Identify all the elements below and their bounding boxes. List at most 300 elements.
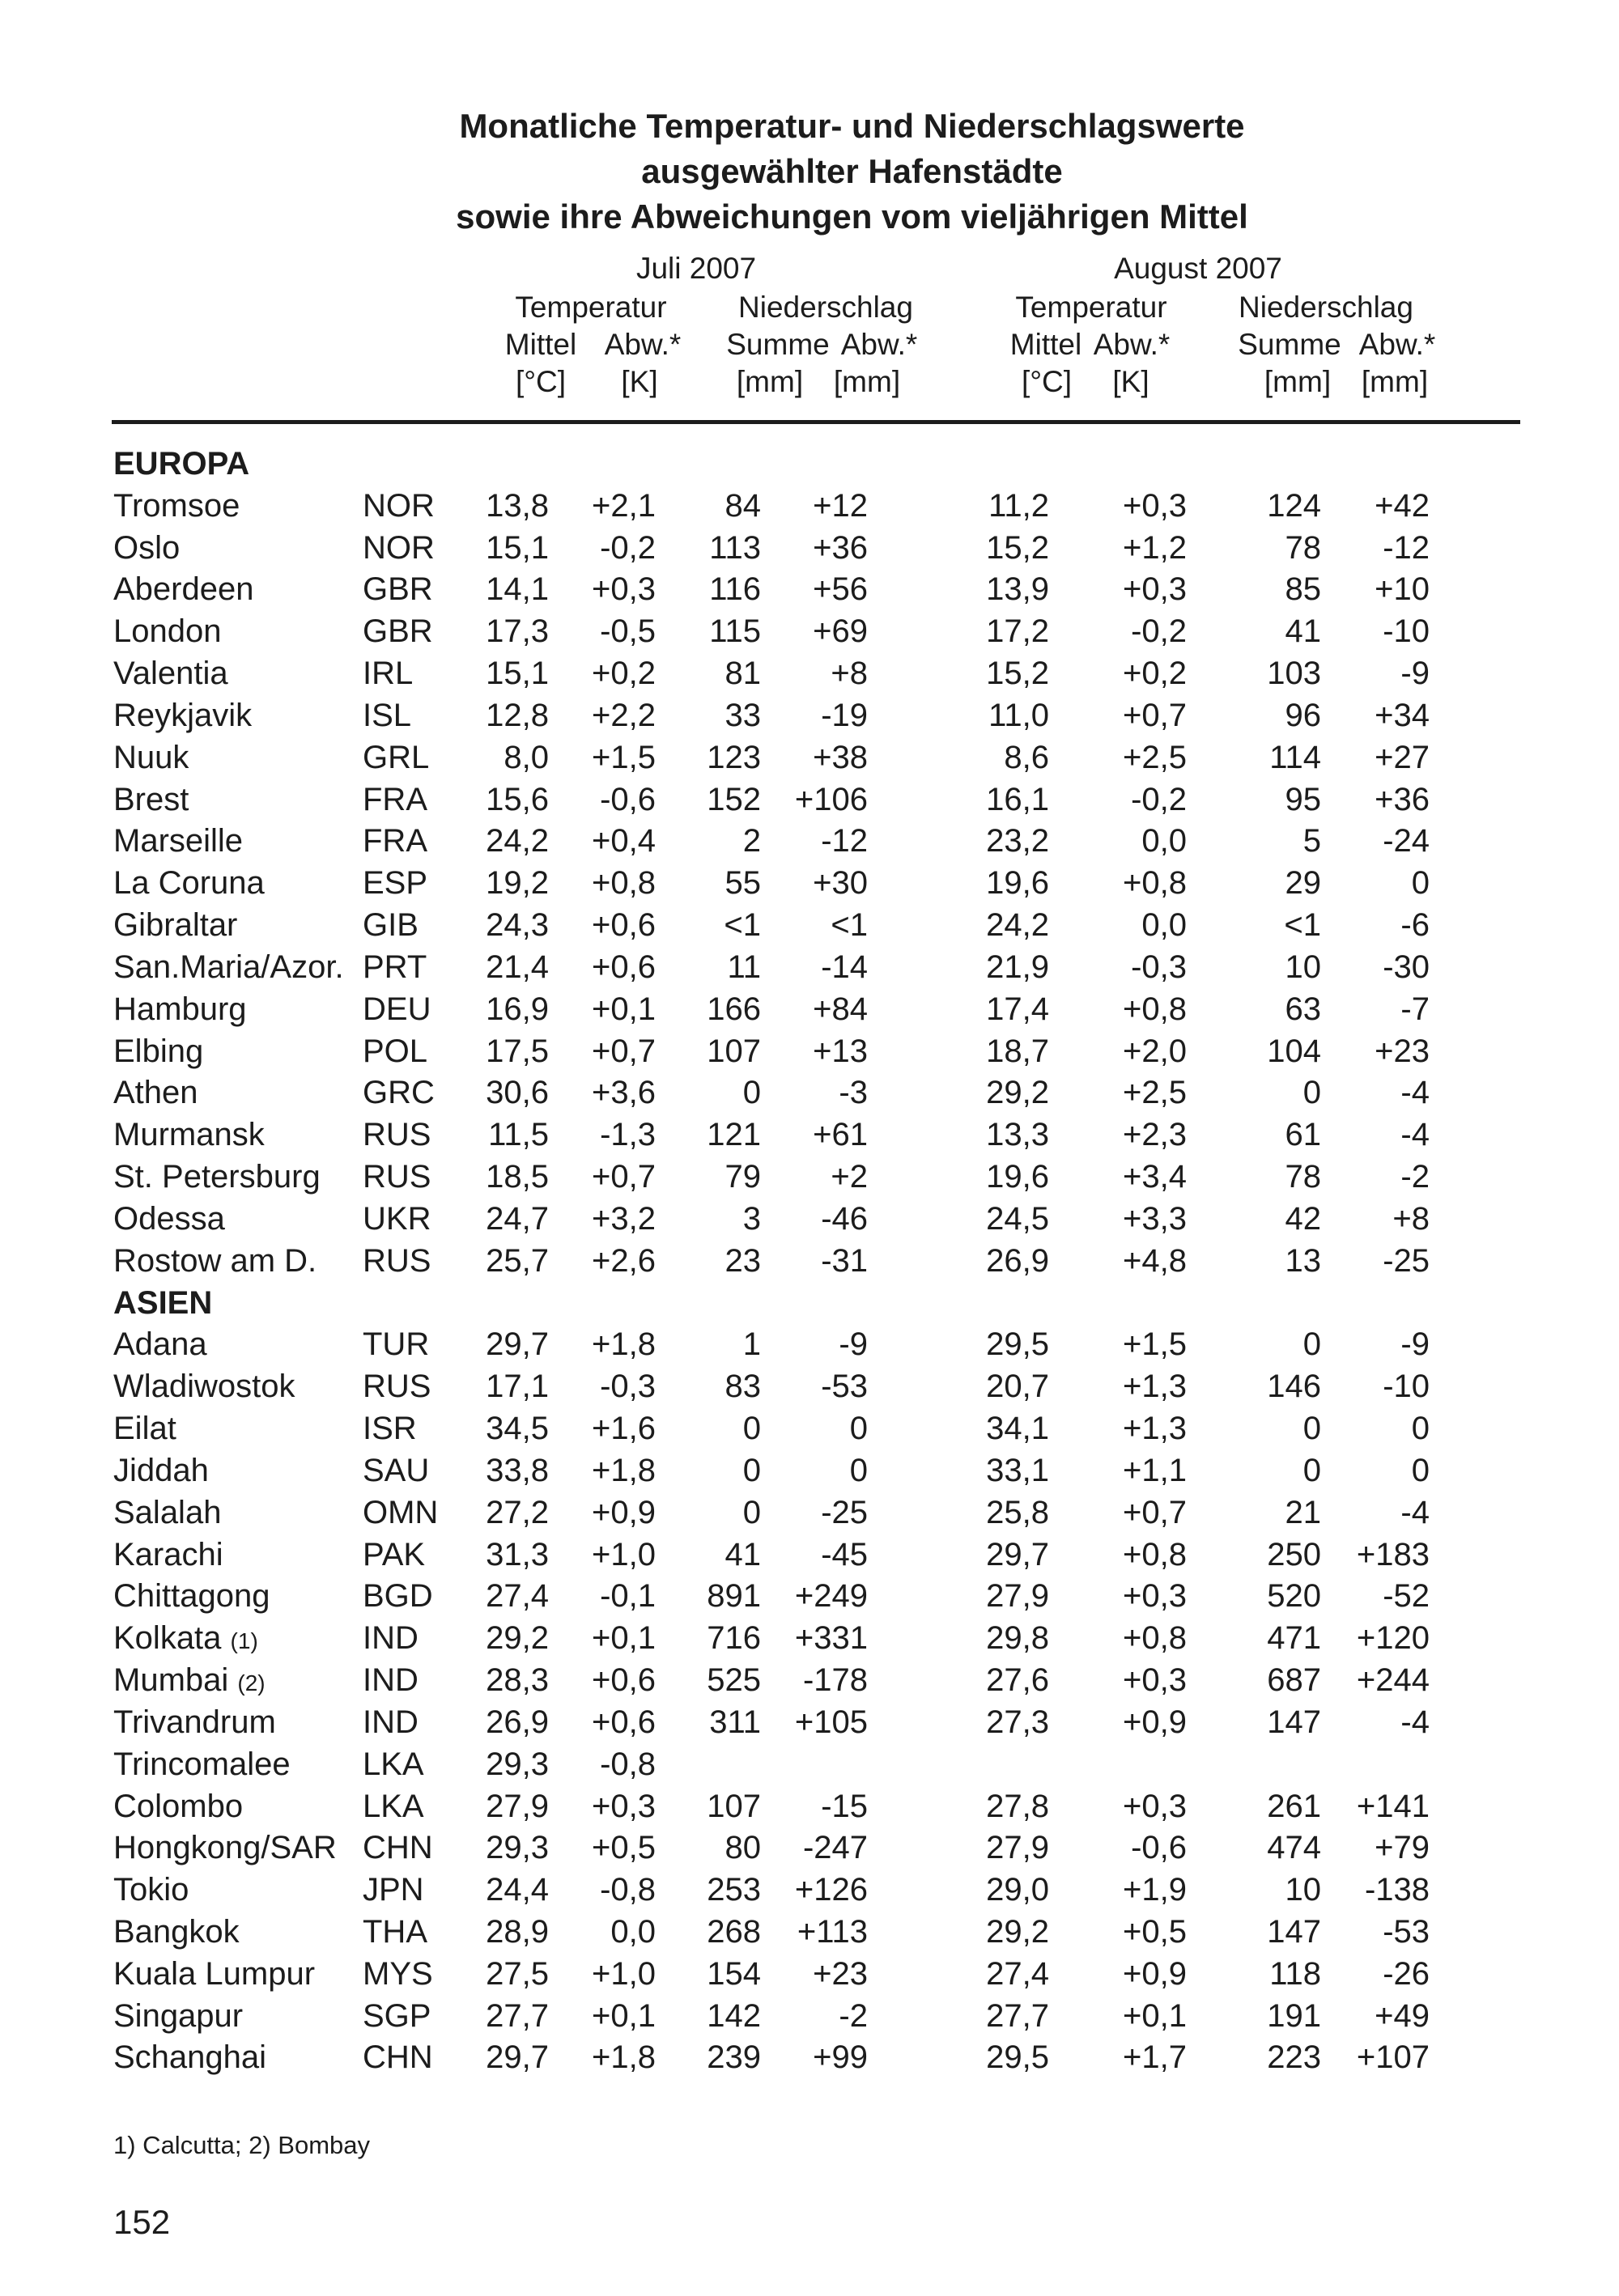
country-code: IND: [363, 1620, 419, 1657]
value-cell: 29,7: [486, 1326, 549, 1363]
value-cell: +0,3: [1123, 1662, 1187, 1699]
value-cell: +1,9: [1123, 1872, 1187, 1908]
value-cell: +0,4: [592, 823, 656, 859]
value-cell: 13,9: [986, 571, 1049, 608]
city-label: La Coruna: [113, 865, 265, 902]
value-cell: +0,3: [1123, 487, 1187, 524]
value-cell: 27,5: [486, 1955, 549, 1992]
city-label: San.Maria/Azor.: [113, 949, 344, 985]
value-cell: 0: [1302, 1452, 1321, 1488]
value-cell: 116: [709, 571, 761, 608]
value-cell: 0,0: [610, 1913, 656, 1950]
value-cell: +0,7: [592, 1033, 656, 1069]
value-cell: -0,2: [600, 529, 656, 566]
value-cell: 81: [725, 656, 761, 692]
table-row: [0, 1702, 1619, 1744]
country-code: CHN: [363, 1830, 433, 1866]
city-label: Bangkok: [113, 1913, 240, 1950]
value-cell: 191: [1267, 1997, 1321, 2034]
city-name: [113, 695, 252, 737]
value-cell: 21,4: [486, 949, 549, 985]
country-code: RUS: [363, 1159, 431, 1195]
value-cell: 146: [1267, 1369, 1321, 1405]
value-cell: 0: [1411, 865, 1430, 902]
value-cell: 268: [707, 1913, 761, 1950]
value-cell: 13: [1285, 1242, 1321, 1279]
value-cell: 33,8: [486, 1452, 549, 1488]
city-label: Adana: [113, 1326, 207, 1363]
value-cell: 103: [1267, 656, 1321, 692]
value-cell: 41: [1285, 613, 1321, 650]
value-cell: -14: [821, 949, 868, 985]
city-label: Karachi: [113, 1536, 223, 1572]
value-cell: +1,8: [592, 2039, 656, 2076]
value-cell: -0,6: [600, 781, 656, 817]
value-cell: +0,7: [1123, 1494, 1187, 1530]
unit-mm-sum-august: [mm]: [1264, 365, 1332, 398]
city-label: Athen: [113, 1075, 198, 1111]
table-row: [0, 1618, 1619, 1660]
value-cell: -7: [1400, 991, 1430, 1027]
value-cell: -0,2: [1131, 613, 1187, 650]
value-cell: 96: [1285, 697, 1321, 733]
header-niederschlag-july: Niederschlag: [738, 291, 913, 324]
value-cell: +1,6: [592, 1411, 656, 1447]
value-cell: 147: [1267, 1913, 1321, 1950]
value-cell: +0,3: [1123, 1788, 1187, 1824]
city-label: Mumbai: [113, 1662, 229, 1699]
city-label: Tokio: [113, 1872, 189, 1908]
value-cell: +3,6: [592, 1075, 656, 1111]
value-cell: +1,3: [1123, 1411, 1187, 1447]
city-name: [113, 611, 221, 653]
value-cell: 520: [1267, 1578, 1321, 1615]
city-name: [113, 1869, 189, 1912]
value-cell: <1: [724, 907, 761, 944]
value-cell: 15,6: [486, 781, 549, 817]
city-name: [113, 1618, 258, 1662]
value-cell: +0,1: [592, 1997, 656, 2034]
value-cell: +1,0: [592, 1955, 656, 1992]
city-label: Trivandrum: [113, 1704, 276, 1740]
value-cell: 24,4: [486, 1872, 549, 1908]
value-cell: 26,9: [486, 1704, 549, 1740]
value-cell: +0,5: [1123, 1913, 1187, 1950]
value-cell: 250: [1267, 1536, 1321, 1572]
value-cell: 0: [1411, 1452, 1430, 1488]
value-cell: 15,1: [486, 529, 549, 566]
value-cell: 13,3: [986, 1117, 1049, 1153]
city-name: [113, 1702, 276, 1744]
value-cell: 0: [849, 1411, 868, 1447]
value-cell: 10: [1285, 1872, 1321, 1908]
city-name: [113, 1786, 243, 1828]
value-cell: 474: [1267, 1830, 1321, 1866]
header-temperatur-august: Temperatur: [1015, 291, 1167, 324]
header-mittel-july: Mittel: [504, 328, 577, 361]
value-cell: 42: [1285, 1200, 1321, 1237]
value-cell: -138: [1364, 1872, 1430, 1908]
table-row: [0, 1241, 1619, 1283]
table-row: [0, 1786, 1619, 1828]
value-cell: 5: [1302, 823, 1321, 859]
city-label: Colombo: [113, 1788, 244, 1824]
table-row: [0, 1827, 1619, 1869]
value-cell: -25: [1383, 1242, 1430, 1279]
value-cell: 23,2: [986, 823, 1049, 859]
value-cell: +105: [794, 1704, 868, 1740]
country-code: CHN: [363, 2039, 433, 2076]
value-cell: -19: [821, 697, 868, 733]
city-name: [113, 821, 243, 863]
city-label: Oslo: [113, 529, 181, 566]
period-august: August 2007: [1114, 252, 1282, 285]
value-cell: -6: [1400, 907, 1430, 944]
city-name: [113, 1114, 265, 1156]
value-cell: +36: [1375, 781, 1430, 817]
value-cell: 29,7: [986, 1536, 1049, 1572]
value-cell: 15,2: [986, 529, 1049, 566]
value-cell: 79: [725, 1159, 761, 1195]
value-cell: 18,5: [486, 1159, 549, 1195]
value-cell: +27: [1375, 739, 1430, 775]
unit-mm-abw-july: [mm]: [833, 365, 901, 398]
value-cell: 80: [725, 1830, 761, 1866]
value-cell: +0,6: [592, 949, 656, 985]
country-code: ISR: [363, 1411, 417, 1447]
country-code: BGD: [363, 1578, 433, 1615]
value-cell: -30: [1383, 949, 1430, 985]
value-cell: 25,8: [986, 1494, 1049, 1530]
table-row: [0, 1114, 1619, 1156]
table-row: [0, 989, 1619, 1031]
value-cell: 13,8: [486, 487, 549, 524]
value-cell: -1,3: [600, 1117, 656, 1153]
value-cell: 14,1: [486, 571, 549, 608]
table-row: [0, 1996, 1619, 2038]
country-code: DEU: [363, 991, 431, 1027]
city-label: Marseille: [113, 823, 244, 859]
value-cell: -53: [821, 1369, 868, 1405]
value-cell: +0,2: [592, 656, 656, 692]
city-name: [113, 947, 344, 989]
header-niederschlag-august: Niederschlag: [1239, 291, 1413, 324]
value-cell: +13: [813, 1033, 868, 1069]
country-code: IND: [363, 1662, 419, 1699]
value-cell: 239: [707, 2039, 761, 2076]
value-cell: +0,8: [1123, 1620, 1187, 1657]
city-name: [113, 569, 253, 611]
value-cell: +3,2: [592, 1200, 656, 1237]
value-cell: 0,0: [1141, 907, 1187, 944]
country-code: RUS: [363, 1242, 431, 1279]
value-cell: 29,8: [986, 1620, 1049, 1657]
value-cell: +107: [1356, 2039, 1430, 2076]
value-cell: 8,6: [1004, 739, 1049, 775]
unit-c-august: [°C]: [1021, 365, 1073, 398]
city-name: [113, 1996, 243, 2038]
value-cell: 166: [707, 991, 761, 1027]
value-cell: +2,6: [592, 1242, 656, 1279]
unit-mm-sum-july: [mm]: [736, 365, 804, 398]
value-cell: -4: [1400, 1494, 1430, 1530]
header-mittel-august: Mittel: [1009, 328, 1082, 361]
value-cell: 123: [707, 739, 761, 775]
header-abw-rain-july: Abw.*: [840, 328, 918, 361]
table-row: [0, 737, 1619, 779]
value-cell: 27,4: [486, 1578, 549, 1615]
city-label: Nuuk: [113, 739, 189, 775]
value-cell: 107: [707, 1033, 761, 1069]
table-row: [0, 695, 1619, 737]
title-line-2: ausgewählter Hafenstädte: [641, 152, 1063, 190]
page-title: [0, 104, 1619, 240]
value-cell: 115: [709, 613, 761, 650]
value-cell: +99: [813, 2039, 868, 2076]
city-label: Singapur: [113, 1997, 244, 2034]
value-cell: 41: [725, 1536, 761, 1572]
value-cell: 24,2: [986, 907, 1049, 944]
country-code: PRT: [363, 949, 427, 985]
value-cell: +0,8: [1123, 991, 1187, 1027]
value-cell: 16,1: [986, 781, 1049, 817]
country-code: SGP: [363, 1997, 431, 2034]
value-cell: +23: [1375, 1033, 1430, 1069]
value-cell: 0: [742, 1452, 761, 1488]
city-name: [113, 1534, 223, 1577]
country-code: THA: [363, 1913, 427, 1950]
table-row: [0, 569, 1619, 611]
value-cell: +49: [1375, 1997, 1430, 2034]
country-code: SAU: [363, 1452, 430, 1488]
value-cell: -2: [839, 1997, 868, 2034]
page-number: 152: [113, 2203, 171, 2241]
value-cell: -178: [802, 1662, 868, 1699]
footnote-marker: (1): [230, 1628, 258, 1654]
country-code: UKR: [363, 1200, 431, 1237]
value-cell: 16,9: [486, 991, 549, 1027]
header-temperatur-july: Temperatur: [515, 291, 667, 324]
country-code: ISL: [363, 697, 412, 733]
value-cell: 0: [742, 1075, 761, 1111]
city-label: Murmansk: [113, 1117, 265, 1153]
value-cell: +0,3: [592, 1788, 656, 1824]
value-cell: +0,9: [592, 1494, 656, 1530]
value-cell: +0,8: [592, 865, 656, 902]
value-cell: +10: [1375, 571, 1430, 608]
city-label: Rostow am D.: [113, 1242, 317, 1279]
title-line-3: sowie ihre Abweichungen vom vieljährigen Mittel: [456, 197, 1248, 236]
value-cell: 27,9: [486, 1788, 549, 1824]
value-cell: +1,8: [592, 1452, 656, 1488]
city-name: [113, 1912, 240, 1954]
value-cell: 85: [1285, 571, 1321, 608]
value-cell: 0: [1302, 1326, 1321, 1363]
value-cell: 253: [707, 1872, 761, 1908]
value-cell: 24,7: [486, 1200, 549, 1237]
value-cell: +0,9: [1123, 1955, 1187, 1992]
value-cell: -0,8: [600, 1746, 656, 1782]
value-cell: +1,2: [1123, 529, 1187, 566]
value-cell: -4: [1400, 1075, 1430, 1111]
value-cell: 0: [849, 1452, 868, 1488]
value-cell: 28,3: [486, 1662, 549, 1699]
value-cell: +2,5: [1123, 739, 1187, 775]
value-cell: 687: [1267, 1662, 1321, 1699]
city-name: [113, 779, 189, 821]
country-code: JPN: [363, 1872, 424, 1908]
value-cell: +2,5: [1123, 1075, 1187, 1111]
value-cell: <1: [831, 907, 868, 944]
value-cell: -0,6: [1131, 1830, 1187, 1866]
value-cell: -3: [839, 1075, 868, 1111]
value-cell: +3,3: [1123, 1200, 1187, 1237]
header-abw-rain-august: Abw.*: [1358, 328, 1436, 361]
value-cell: 114: [1269, 739, 1321, 775]
table-row: [0, 1869, 1619, 1912]
value-cell: -31: [821, 1242, 868, 1279]
value-cell: +2,2: [592, 697, 656, 733]
value-cell: +1,7: [1123, 2039, 1187, 2076]
city-name: [113, 653, 228, 695]
city-name: [113, 1450, 209, 1492]
header-summe-august: Summe: [1238, 328, 1341, 361]
value-cell: 19,2: [486, 865, 549, 902]
table-row: [0, 528, 1619, 570]
country-code: FRA: [363, 823, 427, 859]
value-cell: 113: [709, 529, 761, 566]
section-label: ASIEN: [113, 1284, 213, 1321]
value-cell: 12,8: [486, 697, 549, 733]
value-cell: 29,3: [486, 1830, 549, 1866]
value-cell: 83: [725, 1369, 761, 1405]
country-code: RUS: [363, 1369, 431, 1405]
table-row: [0, 1199, 1619, 1241]
table-row: [0, 1072, 1619, 1114]
city-label: Chittagong: [113, 1578, 270, 1615]
value-cell: 29,2: [986, 1075, 1049, 1111]
value-cell: 15,2: [986, 656, 1049, 692]
value-cell: +2,0: [1123, 1033, 1187, 1069]
unit-c-july: [°C]: [515, 365, 567, 398]
table-row: [0, 1912, 1619, 1954]
country-code: NOR: [363, 529, 435, 566]
value-cell: 0: [1302, 1075, 1321, 1111]
value-cell: 27,7: [986, 1997, 1049, 2034]
section-label: EUROPA: [113, 446, 250, 482]
value-cell: +2: [831, 1159, 868, 1195]
value-cell: 142: [707, 1997, 761, 2034]
table-row: [0, 1492, 1619, 1534]
value-cell: 27,4: [986, 1955, 1049, 1992]
value-cell: 27,9: [986, 1830, 1049, 1866]
table-row: [0, 1324, 1619, 1366]
value-cell: 24,2: [486, 823, 549, 859]
value-cell: -0,8: [600, 1872, 656, 1908]
unit-k-july: [K]: [621, 365, 658, 398]
city-label: Odessa: [113, 1200, 225, 1237]
table-row: [0, 821, 1619, 863]
value-cell: 17,2: [986, 613, 1049, 650]
value-cell: -2: [1400, 1159, 1430, 1195]
value-cell: +0,1: [592, 1620, 656, 1657]
city-name: [113, 1408, 176, 1450]
value-cell: +0,3: [1123, 571, 1187, 608]
value-cell: +0,3: [592, 571, 656, 608]
city-label: Reykjavik: [113, 697, 253, 733]
value-cell: 25,7: [486, 1242, 549, 1279]
city-label: Salalah: [113, 1494, 222, 1530]
city-label: Hongkong/SAR: [113, 1830, 337, 1866]
value-cell: 21,9: [986, 949, 1049, 985]
value-cell: 152: [707, 781, 761, 817]
value-cell: +2,3: [1123, 1117, 1187, 1153]
value-cell: 29,5: [986, 2039, 1049, 2076]
value-cell: 15,1: [486, 656, 549, 692]
city-name: [113, 863, 265, 905]
city-name: [113, 1366, 295, 1408]
value-cell: -46: [821, 1200, 868, 1237]
value-cell: 2: [742, 823, 761, 859]
value-cell: -247: [802, 1830, 868, 1866]
city-label: Kuala Lumpur: [113, 1955, 316, 1992]
value-cell: 17,1: [486, 1369, 549, 1405]
header-summe-july: Summe: [726, 328, 830, 361]
value-cell: +34: [1375, 697, 1430, 733]
city-label: Brest: [113, 781, 189, 817]
value-cell: -0,1: [600, 1578, 656, 1615]
city-name: [113, 528, 180, 570]
value-cell: 147: [1267, 1704, 1321, 1740]
city-label: Valentia: [113, 656, 228, 692]
value-cell: 27,3: [986, 1704, 1049, 1740]
value-cell: 29,2: [986, 1913, 1049, 1950]
value-cell: +0,5: [592, 1830, 656, 1866]
value-cell: 0,0: [1141, 823, 1187, 859]
value-cell: 154: [707, 1955, 761, 1992]
value-cell: +23: [813, 1955, 868, 1992]
value-cell: 17,5: [486, 1033, 549, 1069]
country-code: LKA: [363, 1746, 424, 1782]
country-code: PAK: [363, 1536, 426, 1572]
value-cell: 311: [709, 1704, 761, 1740]
value-cell: 118: [1269, 1955, 1321, 1992]
value-cell: -4: [1400, 1704, 1430, 1740]
city-name: [113, 1241, 317, 1283]
value-cell: 27,8: [986, 1788, 1049, 1824]
value-cell: +1,3: [1123, 1369, 1187, 1405]
city-label: St. Petersburg: [113, 1159, 321, 1195]
value-cell: 29,2: [486, 1620, 549, 1657]
country-code: GBR: [363, 613, 433, 650]
value-cell: 3: [742, 1200, 761, 1237]
table-row: [0, 486, 1619, 528]
table-row: [0, 1031, 1619, 1073]
value-cell: 891: [707, 1578, 761, 1615]
value-cell: -24: [1383, 823, 1430, 859]
value-cell: 27,2: [486, 1494, 549, 1530]
value-cell: -0,2: [1131, 781, 1187, 817]
value-cell: 29,0: [986, 1872, 1049, 1908]
city-label: London: [113, 613, 222, 650]
table-row: [0, 1744, 1619, 1786]
city-label: Tromsoe: [113, 487, 240, 524]
value-cell: 26,9: [986, 1242, 1049, 1279]
value-cell: +1,8: [592, 1326, 656, 1363]
value-cell: 0: [1302, 1411, 1321, 1447]
value-cell: 78: [1285, 529, 1321, 566]
value-cell: +106: [794, 781, 868, 817]
